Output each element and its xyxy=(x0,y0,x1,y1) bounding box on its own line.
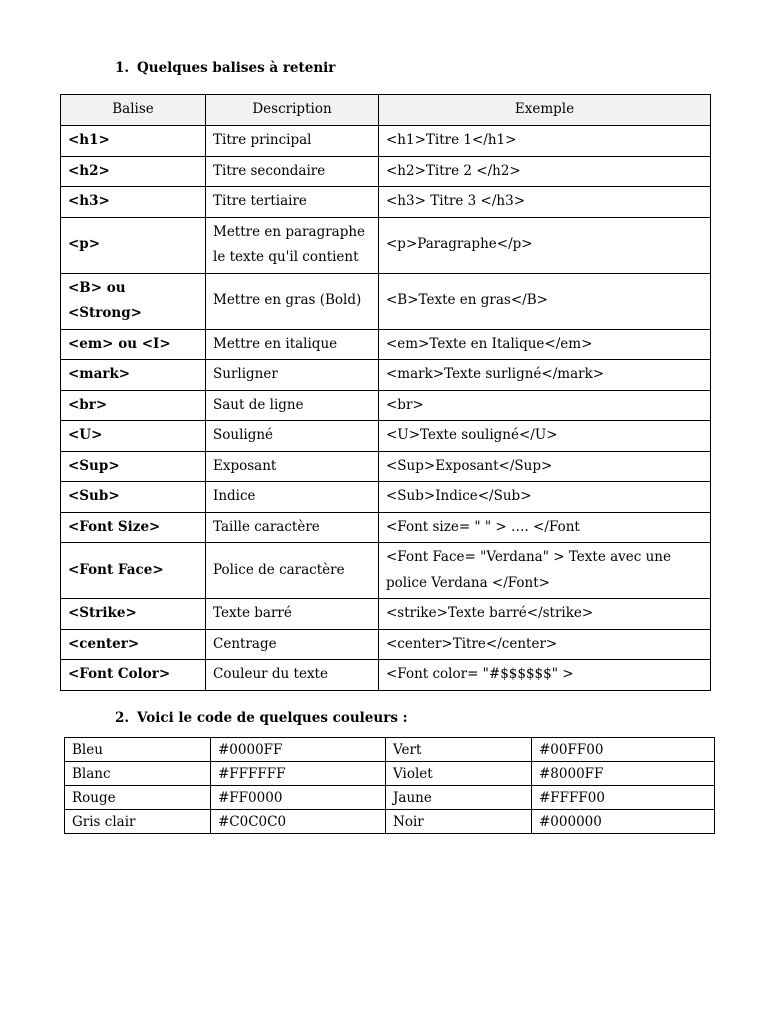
table-row xyxy=(61,543,711,599)
tag-cell: <br> xyxy=(61,390,206,421)
example-cell: <p>Paragraphe</p> xyxy=(379,217,711,273)
example-cell: <Sub>Indice</Sub> xyxy=(379,482,711,513)
tag-cell: <Strike> xyxy=(61,599,206,630)
table-row xyxy=(65,810,715,834)
color-code-cell: #FF0000 xyxy=(211,786,386,810)
tag-cell: <p> xyxy=(61,217,206,273)
description-cell: Saut de ligne xyxy=(206,390,379,421)
table-row xyxy=(61,482,711,513)
section-heading-colors xyxy=(115,710,408,726)
colors-table xyxy=(64,737,715,834)
tag-cell: <em> ou <I> xyxy=(61,329,206,360)
table-row xyxy=(61,629,711,660)
tag-cell: <Font Face> xyxy=(61,543,206,599)
example-cell: <strike>Texte barré</strike> xyxy=(379,599,711,630)
section-title: Quelques balises à retenir xyxy=(137,60,336,76)
description-cell: Exposant xyxy=(206,451,379,482)
color-name-cell: Rouge xyxy=(65,786,211,810)
tag-cell: <Sub> xyxy=(61,482,206,513)
example-cell: <Font color= "#$$$$$$" > xyxy=(379,660,711,691)
table-row xyxy=(61,273,711,329)
description-cell: Titre tertiaire xyxy=(206,187,379,218)
column-header-example: Exemple xyxy=(379,95,711,126)
description-cell: Texte barré xyxy=(206,599,379,630)
description-cell: Centrage xyxy=(206,629,379,660)
table-header-row xyxy=(61,95,711,126)
color-name-cell: Jaune xyxy=(386,786,532,810)
color-code-cell: #0000FF xyxy=(211,738,386,762)
section-number: 2. xyxy=(115,710,130,726)
table-row xyxy=(61,126,711,157)
example-cell: <em>Texte en Italique</em> xyxy=(379,329,711,360)
color-code-cell: #00FF00 xyxy=(532,738,715,762)
table-row xyxy=(61,360,711,391)
description-cell: Titre principal xyxy=(206,126,379,157)
example-cell: <h2>Titre 2 </h2> xyxy=(379,156,711,187)
color-name-cell: Violet xyxy=(386,762,532,786)
example-cell: <h3> Titre 3 </h3> xyxy=(379,187,711,218)
color-name-cell: Vert xyxy=(386,738,532,762)
table-row xyxy=(61,156,711,187)
description-cell: Couleur du texte xyxy=(206,660,379,691)
table-row xyxy=(61,660,711,691)
column-header-description: Description xyxy=(206,95,379,126)
description-cell: Police de caractère xyxy=(206,543,379,599)
example-cell: <Font size= " " > …. </Font xyxy=(379,512,711,543)
table-row xyxy=(61,187,711,218)
description-cell: Titre secondaire xyxy=(206,156,379,187)
description-cell: Taille caractère xyxy=(206,512,379,543)
tag-cell: <center> xyxy=(61,629,206,660)
color-name-cell: Gris clair xyxy=(65,810,211,834)
section-number: 1. xyxy=(115,60,130,76)
color-code-cell: #000000 xyxy=(532,810,715,834)
example-cell: <br> xyxy=(379,390,711,421)
table-row xyxy=(61,451,711,482)
tag-cell: <Sup> xyxy=(61,451,206,482)
example-cell: <U>Texte souligné</U> xyxy=(379,421,711,452)
description-cell: Souligné xyxy=(206,421,379,452)
table-row xyxy=(61,217,711,273)
section-title: Voici le code de quelques couleurs : xyxy=(137,710,408,726)
table-row xyxy=(61,421,711,452)
tag-cell: <h1> xyxy=(61,126,206,157)
color-code-cell: #FFFF00 xyxy=(532,786,715,810)
table-row xyxy=(65,762,715,786)
tag-cell: <mark> xyxy=(61,360,206,391)
tags-table xyxy=(60,94,711,691)
example-cell: <h1>Titre 1</h1> xyxy=(379,126,711,157)
column-header-tag: Balise xyxy=(61,95,206,126)
section-heading-tags xyxy=(115,60,335,76)
description-cell: Indice xyxy=(206,482,379,513)
description-cell: Mettre en paragraphe le texte qu'il contient xyxy=(206,217,379,273)
table-row xyxy=(61,390,711,421)
example-cell: <Sup>Exposant</Sup> xyxy=(379,451,711,482)
example-cell: <mark>Texte surligné</mark> xyxy=(379,360,711,391)
description-cell: Surligner xyxy=(206,360,379,391)
color-code-cell: #C0C0C0 xyxy=(211,810,386,834)
table-row xyxy=(61,599,711,630)
example-cell: <center>Titre</center> xyxy=(379,629,711,660)
color-name-cell: Noir xyxy=(386,810,532,834)
color-name-cell: Bleu xyxy=(65,738,211,762)
description-cell: Mettre en italique xyxy=(206,329,379,360)
color-code-cell: #8000FF xyxy=(532,762,715,786)
table-row xyxy=(61,329,711,360)
color-code-cell: #FFFFFF xyxy=(211,762,386,786)
table-row xyxy=(61,512,711,543)
tag-cell: <Font Color> xyxy=(61,660,206,691)
example-cell: <Font Face= "Verdana" > Texte avec une police Verdana </Font> xyxy=(379,543,711,599)
description-cell: Mettre en gras (Bold) xyxy=(206,273,379,329)
table-row xyxy=(65,738,715,762)
tag-cell: <Font Size> xyxy=(61,512,206,543)
tag-cell: <h3> xyxy=(61,187,206,218)
tag-cell: <h2> xyxy=(61,156,206,187)
tag-cell: <B> ou <Strong> xyxy=(61,273,206,329)
tag-cell: <U> xyxy=(61,421,206,452)
table-row xyxy=(65,786,715,810)
example-cell: <B>Texte en gras</B> xyxy=(379,273,711,329)
color-name-cell: Blanc xyxy=(65,762,211,786)
